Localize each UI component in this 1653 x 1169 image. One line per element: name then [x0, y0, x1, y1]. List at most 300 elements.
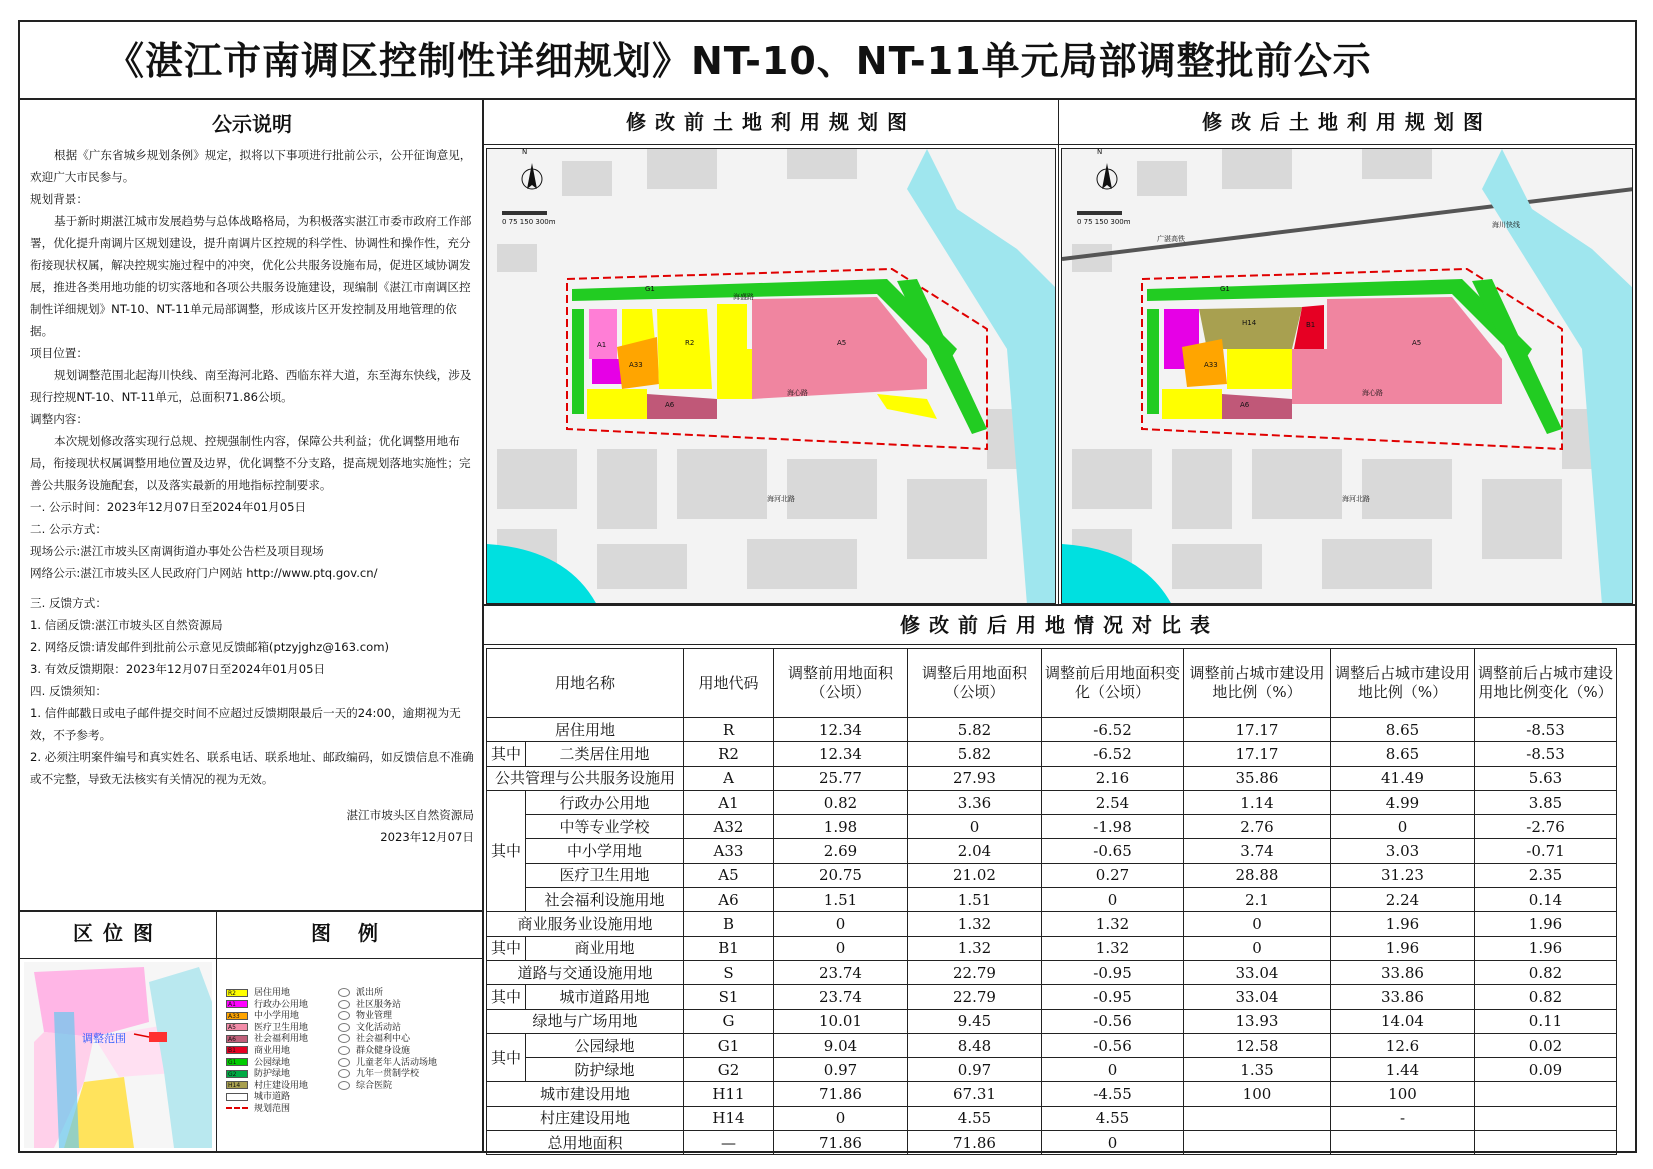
col-header: 用地名称 [487, 649, 684, 718]
table-row [487, 1106, 1617, 1130]
before-map-header: 修改前土地利用规划图 [626, 110, 916, 134]
legend-swatch: R2 [226, 989, 248, 997]
legend-swatch: B1 [226, 1046, 248, 1054]
h14-label: H14 [1242, 319, 1257, 327]
land-name-cell: 城市道路用地 [526, 985, 684, 1009]
value-cell: 2.04 [908, 839, 1042, 863]
legend-swatch: A1 [226, 1000, 248, 1008]
legend-label: 群众健身设施 [356, 1045, 411, 1056]
table-header-row [487, 649, 1617, 718]
value-cell: 0.09 [1475, 1058, 1617, 1082]
legend-item [226, 1011, 308, 1023]
legend-item [338, 1046, 437, 1058]
b1-label: B1 [1306, 321, 1316, 329]
facility-icon [338, 1081, 350, 1090]
r2-label: R2 [685, 339, 695, 347]
legend-item [338, 1034, 437, 1046]
value-cell: 8.48 [908, 1033, 1042, 1057]
value-cell: 0.82 [1475, 960, 1617, 984]
facility-icon [338, 1034, 350, 1043]
value-cell: 21.02 [908, 863, 1042, 887]
legend-label: 防护绿地 [254, 1069, 291, 1080]
table-row [487, 1058, 1617, 1082]
land-code-cell: A33 [684, 839, 774, 863]
legend-label: 社会福利用地 [254, 1034, 309, 1045]
value-cell: 2.35 [1475, 863, 1617, 887]
value-cell: 1.32 [908, 936, 1042, 960]
value-cell: -0.65 [1042, 839, 1184, 863]
value-cell: 71.86 [774, 1131, 908, 1155]
value-cell: -6.52 [1042, 718, 1184, 742]
legend-item [338, 1011, 437, 1023]
legend-item [226, 1034, 308, 1046]
notice-way-label: 二. 公示方式： [30, 522, 107, 536]
value-cell: 1.14 [1184, 790, 1331, 814]
notice-way-site: 现场公示:湛江市坡头区南调街道办事处公告栏及项目现场 [30, 544, 324, 558]
notice-date: 2023年12月07日 [380, 830, 474, 844]
land-code-cell: H11 [684, 1082, 774, 1106]
value-cell: 9.45 [908, 1009, 1042, 1033]
land-code-cell: — [684, 1131, 774, 1155]
table-row [487, 912, 1617, 936]
value-cell [1331, 1131, 1475, 1155]
table-row [487, 960, 1617, 984]
value-cell: 0 [774, 912, 908, 936]
legend-swatch: A33 [226, 1012, 248, 1020]
value-cell: 0 [774, 1106, 908, 1130]
legend-item [226, 1046, 308, 1058]
value-cell: 1.32 [1042, 936, 1184, 960]
value-cell: 5.63 [1475, 766, 1617, 790]
table-row [487, 790, 1617, 814]
value-cell: 2.24 [1331, 888, 1475, 912]
facility-icon [338, 1023, 350, 1032]
facility-icon [338, 1069, 350, 1078]
value-cell: 12.6 [1331, 1033, 1475, 1057]
legend-swatch [226, 1107, 248, 1109]
group-cell: 其中 [487, 742, 526, 766]
legend-label: 中小学用地 [254, 1011, 300, 1022]
legend-swatch: A5 [226, 1023, 248, 1031]
land-name-cell: 防护绿地 [526, 1058, 684, 1082]
road-label: 海心路 [1362, 389, 1383, 397]
notice-intro: 根据《广东省城乡规划条例》规定，拟将以下事项进行批前公示，公开征询意见，欢迎广大市民参与。 [30, 148, 472, 184]
table-row [487, 742, 1617, 766]
page-title: 《湛江市南调区控制性详细规划》NT-10、NT-11单元局部调整批前公示 [20, 22, 1635, 100]
north-label: N [522, 149, 528, 156]
land-code-cell: G [684, 1009, 774, 1033]
value-cell: 33.86 [1331, 960, 1475, 984]
g1-label: G1 [1220, 285, 1230, 293]
value-cell: 33.04 [1184, 960, 1331, 984]
table-row [487, 1009, 1617, 1033]
location-text: 规划调整范围北起海川快线、南至海河北路、西临东祥大道，东至海东快线，涉及现行控规NT-10、NT-11单元，总面积71.86公顷。 [30, 368, 472, 404]
value-cell: 1.96 [1331, 912, 1475, 936]
a33-label: A33 [1204, 361, 1218, 369]
legend-label: 商业用地 [254, 1045, 291, 1056]
value-cell [1475, 1131, 1617, 1155]
a5-label: A5 [1412, 339, 1422, 347]
value-cell: 0.82 [774, 790, 908, 814]
land-code-cell: R [684, 718, 774, 742]
legend-item [226, 1000, 308, 1012]
value-cell: -8.53 [1475, 742, 1617, 766]
notice-section [22, 104, 482, 910]
value-cell: -0.56 [1042, 1009, 1184, 1033]
value-cell: 22.79 [908, 960, 1042, 984]
value-cell: 23.74 [774, 960, 908, 984]
value-cell: 0 [1184, 936, 1331, 960]
feedback-label: 三. 反馈方式： [30, 596, 107, 610]
value-cell: 9.04 [774, 1033, 908, 1057]
facility-icon [338, 1058, 350, 1067]
value-cell: - [1331, 1106, 1475, 1130]
value-cell [1184, 1106, 1331, 1130]
value-cell: 0.97 [774, 1058, 908, 1082]
value-cell: 4.55 [1042, 1106, 1184, 1130]
value-cell: 12.34 [774, 718, 908, 742]
value-cell: 12.34 [774, 742, 908, 766]
value-cell: -8.53 [1475, 718, 1617, 742]
feedback-email: 2. 网络反馈:请发邮件到批前公示意见反馈邮箱(ptzyjghz@163.com) [30, 640, 390, 654]
legend-label: 城市道路 [254, 1092, 291, 1103]
value-cell: 1.51 [908, 888, 1042, 912]
value-cell: 4.99 [1331, 790, 1475, 814]
after-map-header: 修改后土地利用规划图 [1202, 110, 1492, 134]
value-cell: 1.32 [908, 912, 1042, 936]
value-cell: 0.97 [908, 1058, 1042, 1082]
value-cell: -2.76 [1475, 815, 1617, 839]
value-cell: 22.79 [908, 985, 1042, 1009]
scale-label: 0 75 150 300m [1077, 218, 1131, 226]
value-cell: 12.58 [1184, 1033, 1331, 1057]
table-row [487, 1082, 1617, 1106]
value-cell: 10.01 [774, 1009, 908, 1033]
land-name-cell: 绿地与广场用地 [487, 1009, 684, 1033]
land-code-cell: A6 [684, 888, 774, 912]
land-name-cell: 道路与交通设施用地 [487, 960, 684, 984]
legend-swatch [226, 1093, 248, 1101]
land-code-cell: H14 [684, 1106, 774, 1130]
value-cell: 3.85 [1475, 790, 1617, 814]
land-code-cell: R2 [684, 742, 774, 766]
table-row [487, 766, 1617, 790]
col-header: 调整后用地面积（公顷） [908, 649, 1042, 718]
north-label: N [1097, 149, 1103, 156]
land-code-cell: G2 [684, 1058, 774, 1082]
land-name-cell: 居住用地 [487, 718, 684, 742]
notice-time: 一. 公示时间：2023年12月07日至2024年01月05日 [30, 500, 307, 514]
value-cell: 1.44 [1331, 1058, 1475, 1082]
value-cell: 0.14 [1475, 888, 1617, 912]
legend-label: 行政办公用地 [254, 999, 309, 1010]
a6-label: A6 [665, 401, 675, 409]
legend-item [226, 1092, 308, 1104]
legend-item [226, 1058, 308, 1070]
value-cell: 35.86 [1184, 766, 1331, 790]
table-row [487, 1033, 1617, 1057]
value-cell: 13.93 [1184, 1009, 1331, 1033]
value-cell: 0.82 [1475, 985, 1617, 1009]
value-cell [1184, 1131, 1331, 1155]
value-cell: -0.95 [1042, 985, 1184, 1009]
table-row [487, 1131, 1617, 1155]
value-cell: 71.86 [774, 1082, 908, 1106]
legend-label: 公园绿地 [254, 1057, 291, 1068]
col-header: 调整前占城市建设用地比例（%） [1184, 649, 1331, 718]
before-map [486, 148, 1056, 604]
legend-item [338, 1058, 437, 1070]
value-cell: 5.82 [908, 742, 1042, 766]
legend-item [338, 1023, 437, 1035]
land-name-cell: 城市建设用地 [487, 1082, 684, 1106]
value-cell [1475, 1106, 1617, 1130]
divider [484, 144, 1635, 145]
value-cell: 8.65 [1331, 718, 1475, 742]
legend-label: 社会福利中心 [356, 1034, 411, 1045]
a6-label: A6 [1240, 401, 1250, 409]
legend-label: 医疗卫生用地 [254, 1022, 309, 1033]
legend-panel [226, 988, 466, 1128]
before-map-drawing [487, 149, 1056, 604]
location-label: 项目位置： [30, 346, 88, 360]
land-name-cell: 公共管理与公共服务设施用 [487, 766, 684, 790]
background-label: 规划背景： [30, 192, 88, 206]
value-cell: 33.86 [1331, 985, 1475, 1009]
table-row [487, 839, 1617, 863]
facility-icon [338, 1011, 350, 1020]
legend-item [226, 1023, 308, 1035]
value-cell: 20.75 [774, 863, 908, 887]
value-cell: 2.76 [1184, 815, 1331, 839]
facility-icon [338, 988, 350, 997]
value-cell: 14.04 [1331, 1009, 1475, 1033]
legend-label: 规划范围 [254, 1103, 291, 1114]
legend-item [226, 1081, 308, 1093]
road-label: 海河北路 [767, 495, 795, 503]
needs-2: 2. 必须注明案件编号和真实姓名、联系电话、联系地址、邮政编码，如反馈信息不准确或不完整，导致无法核实有关情况的视为无效。 [30, 750, 474, 786]
a33-label: A33 [629, 361, 643, 369]
value-cell: 0.02 [1475, 1033, 1617, 1057]
road-label: 海心路 [787, 389, 808, 397]
group-cell: 其中 [487, 985, 526, 1009]
legend-facilities [338, 988, 437, 1092]
value-cell: 28.88 [1184, 863, 1331, 887]
a1-label: A1 [597, 341, 607, 349]
value-cell: 71.86 [908, 1131, 1042, 1155]
value-cell: 0.27 [1042, 863, 1184, 887]
legend-item [338, 988, 437, 1000]
value-cell: 41.49 [1331, 766, 1475, 790]
notice-way-web: 网络公示:湛江市坡头区人民政府门户网站 http://www.ptq.gov.cn/ [30, 566, 378, 580]
land-name-cell: 商业服务业设施用地 [487, 912, 684, 936]
rail-label: 广湛高铁 [1157, 235, 1185, 243]
value-cell: 1.96 [1331, 936, 1475, 960]
value-cell: 1.98 [774, 815, 908, 839]
value-cell: 2.16 [1042, 766, 1184, 790]
adjust-range-label: 调整范围 [82, 1032, 126, 1045]
land-name-cell: 中小学用地 [526, 839, 684, 863]
value-cell: 25.77 [774, 766, 908, 790]
legend-swatch: G1 [226, 1058, 248, 1066]
road-label: 海河北路 [1342, 495, 1370, 503]
after-map [1061, 148, 1633, 604]
legend-header: 图 例 [311, 921, 388, 945]
value-cell: 67.31 [908, 1082, 1042, 1106]
group-cell: 其中 [487, 790, 526, 911]
value-cell: 27.93 [908, 766, 1042, 790]
value-cell: 1.96 [1475, 936, 1617, 960]
land-code-cell: A5 [684, 863, 774, 887]
table-body [487, 718, 1617, 1155]
land-code-cell: G1 [684, 1033, 774, 1057]
notice-org: 湛江市坡头区自然资源局 [346, 808, 474, 822]
value-cell: 100 [1184, 1082, 1331, 1106]
land-name-cell: 行政办公用地 [526, 790, 684, 814]
value-cell: 4.55 [908, 1106, 1042, 1130]
facility-icon [338, 1000, 350, 1009]
value-cell: -0.95 [1042, 960, 1184, 984]
legend-label: 儿童老年人活动场地 [356, 1057, 438, 1068]
value-cell: 3.03 [1331, 839, 1475, 863]
land-name-cell: 中等专业学校 [526, 815, 684, 839]
value-cell: 0 [1331, 815, 1475, 839]
group-cell: 其中 [487, 1033, 526, 1082]
a5-label: A5 [837, 339, 847, 347]
value-cell: 17.17 [1184, 742, 1331, 766]
value-cell: 3.36 [908, 790, 1042, 814]
value-cell: 5.82 [908, 718, 1042, 742]
background-text: 基于新时期湛江城市发展趋势与总体战略格局，为积极落实湛江市委市政府工作部署，优化提升南调片区规划建设，提升南调片区控规的科学性、协调性和操作性，充分衔接现状权属，解决控规实施过程中的冲突，优化公共服务设施布局，促进区域协调发展，推进各类用地功能的切实落地和各项公共服务设施建设，现编制《湛江市南调区控制性详细规划》NT-10、NT-11单元局部调整，形成该片区开发控制及用地管理的依据。 [30, 214, 472, 338]
land-name-cell: 社会福利设施用地 [526, 888, 684, 912]
legend-swatch: A6 [226, 1035, 248, 1043]
value-cell: 1.32 [1042, 912, 1184, 936]
needs-label: 四. 反馈须知： [30, 684, 107, 698]
land-code-cell: B1 [684, 936, 774, 960]
group-cell: 其中 [487, 936, 526, 960]
value-cell: 3.74 [1184, 839, 1331, 863]
value-cell: 1.51 [774, 888, 908, 912]
value-cell: 100 [1331, 1082, 1475, 1106]
location-map-drawing [24, 962, 212, 1148]
land-code-cell: S [684, 960, 774, 984]
value-cell: 23.74 [774, 985, 908, 1009]
land-code-cell: S1 [684, 985, 774, 1009]
value-cell: 0 [1042, 888, 1184, 912]
value-cell: 17.17 [1184, 718, 1331, 742]
value-cell: 0 [774, 936, 908, 960]
location-map-header: 区位图 [73, 921, 163, 945]
value-cell: 33.04 [1184, 985, 1331, 1009]
value-cell: -1.98 [1042, 815, 1184, 839]
value-cell: 0 [1042, 1131, 1184, 1155]
divider [1058, 100, 1059, 605]
table-row [487, 985, 1617, 1009]
road-label: 海盛路 [733, 293, 754, 301]
land-name-cell: 商业用地 [526, 936, 684, 960]
legend-item [338, 1081, 437, 1093]
legend-swatch: G2 [226, 1070, 248, 1078]
legend-label: 文化活动站 [356, 1022, 402, 1033]
land-code-cell: A [684, 766, 774, 790]
land-name-cell: 村庄建设用地 [487, 1106, 684, 1130]
value-cell: 1.35 [1184, 1058, 1331, 1082]
land-code-cell: A1 [684, 790, 774, 814]
value-cell: -4.55 [1042, 1082, 1184, 1106]
value-cell: 2.54 [1042, 790, 1184, 814]
value-cell: 31.23 [1331, 863, 1475, 887]
legend-label: 村庄建设用地 [254, 1080, 309, 1091]
legend-landuse [226, 988, 308, 1116]
table-row [487, 936, 1617, 960]
land-name-cell: 二类居住用地 [526, 742, 684, 766]
col-header: 调整前后用地面积变化（公顷） [1042, 649, 1184, 718]
content-text: 本次规划修改落实现行总规、控规强制性内容，保障公共利益；优化调整用地布局，衔接现状权属调整用地位置及边界，优化调整不分支路，提高规划落地实施性；完善公共服务设施配套，以及落实最新的用地指标控制要求。 [30, 434, 471, 492]
table-header: 修改前后用地情况对比表 [900, 613, 1219, 637]
value-cell: 2.69 [774, 839, 908, 863]
value-cell: 2.1 [1184, 888, 1331, 912]
road-label: 海川快线 [1492, 221, 1520, 229]
legend-item [226, 1104, 308, 1116]
value-cell: 0 [908, 815, 1042, 839]
value-cell [1475, 1082, 1617, 1106]
notice-heading: 公示说明 [212, 112, 292, 136]
legend-label: 派出所 [356, 988, 384, 998]
col-header: 调整前用地面积（公顷） [774, 649, 908, 718]
after-map-drawing [1062, 149, 1633, 604]
g1-label: G1 [645, 285, 655, 293]
col-header: 调整后占城市建设用地比例（%） [1331, 649, 1475, 718]
col-header: 用地代码 [684, 649, 774, 718]
feedback-period: 3. 有效反馈期限：2023年12月07日至2024年01月05日 [30, 662, 326, 676]
value-cell: 0.11 [1475, 1009, 1617, 1033]
location-map [24, 962, 212, 1148]
land-name-cell: 总用地面积 [487, 1131, 684, 1155]
legend-item [338, 1000, 437, 1012]
legend-label: 社区服务站 [356, 999, 402, 1010]
land-name-cell: 医疗卫生用地 [526, 863, 684, 887]
table-row [487, 863, 1617, 887]
land-code-cell: B [684, 912, 774, 936]
table-row [487, 888, 1617, 912]
value-cell: 0 [1184, 912, 1331, 936]
value-cell: 8.65 [1331, 742, 1475, 766]
value-cell: -0.71 [1475, 839, 1617, 863]
table-row [487, 815, 1617, 839]
legend-swatch: H14 [226, 1081, 248, 1089]
value-cell: -6.52 [1042, 742, 1184, 766]
legend-item [226, 988, 308, 1000]
table-row [487, 718, 1617, 742]
comparison-table [486, 648, 1617, 1155]
col-header: 调整前后占城市建设用地比例变化（%） [1475, 649, 1617, 718]
legend-label: 物业管理 [356, 1011, 393, 1022]
legend-label: 综合医院 [356, 1080, 393, 1091]
value-cell: -0.56 [1042, 1033, 1184, 1057]
legend-item [226, 1069, 308, 1081]
legend-label: 九年一贯制学校 [356, 1069, 420, 1080]
content-label: 调整内容： [30, 412, 88, 426]
feedback-mail: 1. 信函反馈:湛江市坡头区自然资源局 [30, 618, 223, 632]
value-cell: 1.96 [1475, 912, 1617, 936]
land-name-cell: 公园绿地 [526, 1033, 684, 1057]
scale-label: 0 75 150 300m [502, 218, 556, 226]
value-cell: 0 [1042, 1058, 1184, 1082]
legend-label: 居住用地 [254, 988, 291, 998]
legend-item [338, 1069, 437, 1081]
needs-1: 1. 信件邮戳日或电子邮件提交时间不应超过反馈期限最后一天的24:00，逾期视为无效，不予参考。 [30, 706, 461, 742]
facility-icon [338, 1046, 350, 1055]
